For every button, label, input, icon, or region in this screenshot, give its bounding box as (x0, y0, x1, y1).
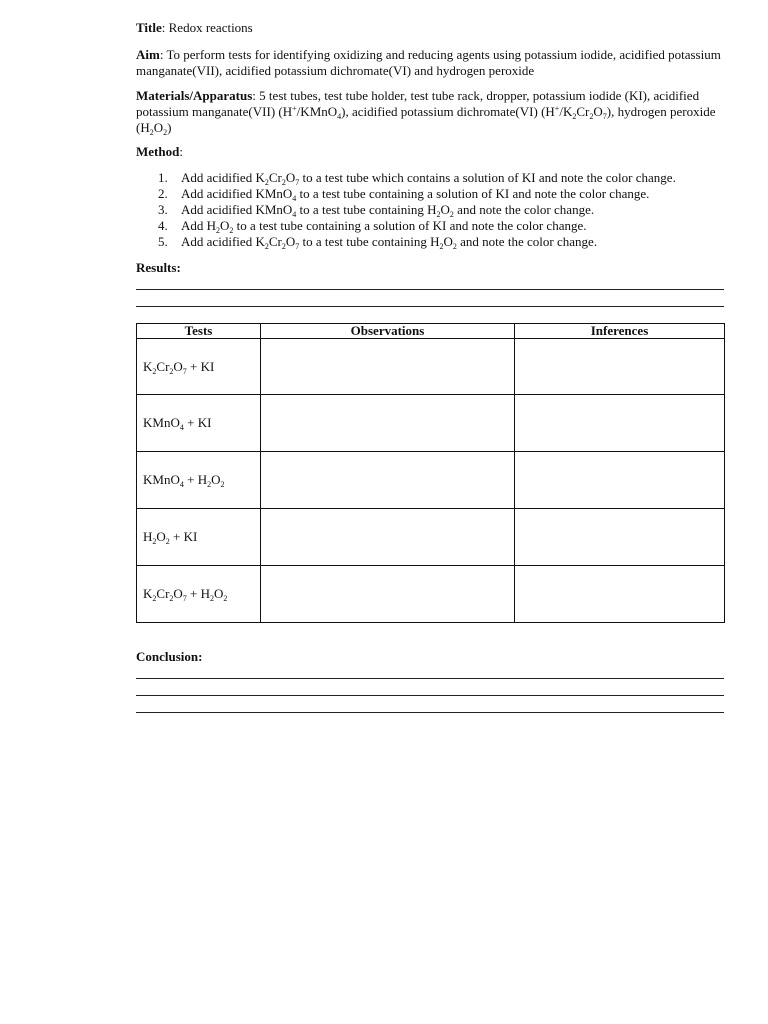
aim-paragraph (136, 47, 724, 79)
step-number: 3. (158, 202, 168, 217)
inference-cell[interactable] (515, 452, 725, 509)
tests-column-header: Tests (137, 324, 261, 339)
table-row (137, 339, 725, 395)
conclusion-answer-line[interactable] (136, 665, 724, 679)
method-step (136, 170, 724, 186)
method-heading (136, 144, 724, 160)
step-text: Add $H_2O_2$ to a test tube containing a solution of KI and note the color change. (181, 218, 587, 235)
title-label: Title (136, 20, 162, 35)
materials-label: Materials/Apparatus (136, 88, 253, 103)
observation-cell[interactable] (261, 395, 515, 452)
method-step (136, 202, 724, 218)
observation-cell[interactable] (261, 339, 515, 395)
observation-cell[interactable] (261, 509, 515, 566)
step-text: Add acidified KMnO$_4$ to a test tube containing a solution of KI and note the color change. (181, 186, 650, 203)
test-cell: $H_2O_2$ + KI (137, 509, 261, 566)
observation-cell[interactable] (261, 566, 515, 623)
results-table (136, 323, 725, 623)
step-number: 4. (158, 218, 168, 233)
method-steps-list (136, 170, 724, 250)
observations-column-header: Observations (261, 324, 515, 339)
title-line (136, 20, 724, 36)
inference-cell[interactable] (515, 339, 725, 395)
aim-label: Aim (136, 47, 160, 62)
worksheet-page (136, 20, 724, 713)
materials-text: : 5 test tubes, test tube holder, test tube rack, dropper, potassium iodide (KI), acidified potassium manganate(VII) (H+/KMnO$_4$), acidified potassium dichromate(VI) $(H^+/K_2Cr_2O_7)$, hydrogen peroxide $(H_2O_2)$ (136, 88, 716, 137)
method-label: Method (136, 144, 180, 159)
title-value: : Redox reactions (161, 20, 253, 35)
step-text: Add acidified $K_2Cr_2O_7$ to a test tube containing $H_2O_2$ and note the color change. (181, 234, 598, 251)
aim-text: : To perform tests for identifying oxidizing and reducing agents using potassium iodide, acidified potassium manganate(VII), acidified potassium dichromate(VI) and hydrogen peroxide (136, 47, 721, 78)
step-number: 5. (158, 234, 168, 249)
method-step (136, 218, 724, 234)
test-cell: $K_2Cr_2O_7 + H_2O_2$ (137, 566, 261, 623)
observation-cell[interactable] (261, 452, 515, 509)
test-cell: $K_2Cr_2O_7$ + KI (137, 339, 261, 395)
method-colon: : (179, 144, 183, 159)
test-cell: KMnO$_4$ + $H_2O_2$ (137, 452, 261, 509)
materials-paragraph (136, 88, 724, 136)
results-answer-line[interactable] (136, 290, 724, 307)
step-text: Add acidified KMnO$_4$ to a test tube containing $H_2O_2$ and note the color change. (181, 202, 595, 219)
table-row (137, 509, 725, 566)
method-step (136, 186, 724, 202)
conclusion-heading: Conclusion: (136, 649, 203, 664)
method-step (136, 234, 724, 250)
table-row (137, 566, 725, 623)
step-number: 2. (158, 186, 168, 201)
conclusion-answer-line[interactable] (136, 696, 724, 713)
table-header-row (137, 324, 725, 339)
table-row (137, 395, 725, 452)
step-text: Add acidified $K_2Cr_2O_7$ to a test tube which contains a solution of KI and note the color change. (181, 170, 676, 187)
table-row (137, 452, 725, 509)
test-cell: KMnO$_4$ + KI (137, 395, 261, 452)
results-heading: Results: (136, 260, 181, 275)
results-answer-line[interactable] (136, 276, 724, 290)
inferences-column-header: Inferences (515, 324, 725, 339)
inference-cell[interactable] (515, 509, 725, 566)
step-number: 1. (158, 170, 168, 185)
conclusion-answer-line[interactable] (136, 679, 724, 696)
inference-cell[interactable] (515, 395, 725, 452)
inference-cell[interactable] (515, 566, 725, 623)
